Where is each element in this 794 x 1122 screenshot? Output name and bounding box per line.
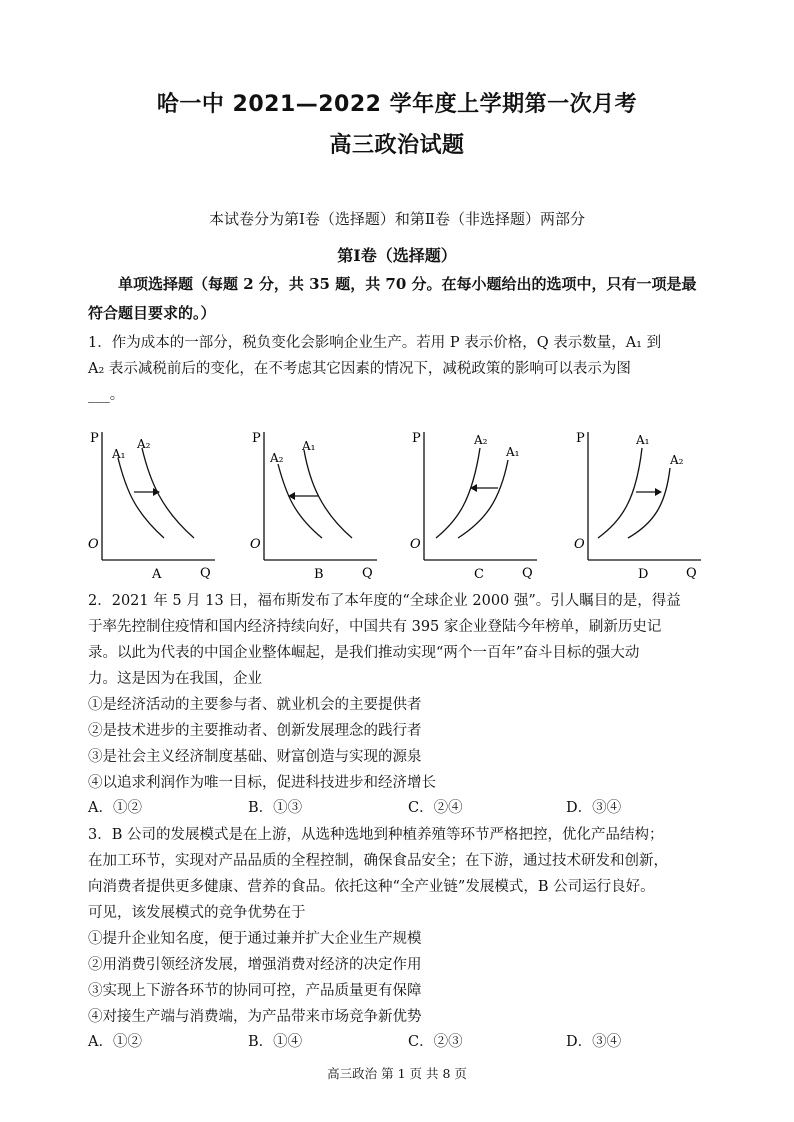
question-text: 向消费者提供更多健康、营养的食品。依托这种“全产业链”发展模式，B 公司运行良好。 bbox=[88, 879, 655, 895]
section-title: 第Ⅰ卷（选择题） bbox=[337, 246, 457, 265]
curve-left bbox=[118, 458, 164, 538]
statement: ②是技术进步的主要推动者、创新发展理念的践行者 bbox=[88, 723, 422, 739]
graph-label: C bbox=[474, 567, 484, 580]
graph-b-svg bbox=[242, 420, 382, 580]
option-b[interactable]: B．①④ bbox=[248, 1034, 303, 1050]
graph-d-svg bbox=[566, 420, 706, 580]
option-d[interactable]: D．③④ bbox=[566, 1034, 622, 1050]
question-3 bbox=[88, 822, 718, 1030]
graph-c bbox=[402, 420, 542, 580]
question-text: 3．B 公司的发展模式是在上游，从选种选地到种植养殖等环节严格把控，优化产品结构； bbox=[88, 827, 664, 843]
statement: ③实现上下游各环节的协同可控，产品质量更有保障 bbox=[88, 983, 422, 999]
option-b[interactable]: B．①③ bbox=[248, 800, 303, 816]
question-text: 在加工环节，实现对产品品质的全程控制，确保食品安全；在下游，通过技术研发和创新， bbox=[88, 853, 668, 869]
curve-right-label: A₁ bbox=[506, 445, 520, 459]
arrow-head bbox=[655, 488, 662, 496]
curve-left bbox=[278, 464, 322, 538]
statement: ①是经济活动的主要参与者、就业机会的主要提供者 bbox=[88, 697, 422, 713]
origin-label: O bbox=[88, 537, 99, 552]
axis-q-label: Q bbox=[522, 566, 533, 580]
curve-left bbox=[436, 448, 480, 538]
axis-q-label: Q bbox=[362, 566, 373, 580]
instruction-line: 符合题目要求的。） bbox=[88, 304, 216, 322]
curve-right bbox=[304, 450, 352, 538]
statement: ④以追求利润作为唯一目标，促进科技进步和经济增长 bbox=[88, 775, 436, 791]
curve-left bbox=[598, 448, 642, 538]
exam-subtitle: 高三政治试题 bbox=[329, 133, 465, 158]
question-1 bbox=[88, 330, 718, 408]
statement: ①提升企业知名度，便于通过兼并扩大企业生产规模 bbox=[88, 931, 422, 947]
axis-p-label: P bbox=[412, 431, 421, 446]
graph-d bbox=[566, 420, 706, 580]
axis-p-label: P bbox=[252, 431, 261, 446]
graph-a-svg bbox=[80, 420, 220, 580]
curve-right bbox=[458, 460, 508, 538]
graph-label: B bbox=[314, 567, 324, 580]
axis-p-label: P bbox=[576, 431, 585, 446]
curve-left-label: A₂ bbox=[474, 433, 488, 447]
q1-graphs bbox=[80, 420, 720, 580]
exam-intro: 本试卷分为第Ⅰ卷（选择题）和第Ⅱ卷（非选择题）两部分 bbox=[208, 210, 586, 228]
question-text: 2．2021 年 5 月 13 日，福布斯发布了本年度的“全球企业 2000 强”。引人瞩目的是，得益 bbox=[88, 593, 681, 609]
axis-p-label: P bbox=[90, 431, 99, 446]
origin-label: O bbox=[250, 537, 261, 552]
question-text: ___。 bbox=[88, 387, 125, 403]
question-text: 可见，该发展模式的竞争优势在于 bbox=[88, 905, 306, 921]
curve-left-label: A₁ bbox=[112, 447, 126, 461]
option-d[interactable]: D．③④ bbox=[566, 800, 622, 816]
graph-c-svg bbox=[402, 420, 542, 580]
exam-title: 哈一中 2021—2022 学年度上学期第一次月考 bbox=[156, 92, 638, 117]
statement: ③是社会主义经济制度基础、财富创造与实现的源泉 bbox=[88, 749, 422, 765]
graph-label: D bbox=[638, 567, 649, 580]
page-footer: 高三政治 第 1 页 共 8 页 bbox=[327, 1066, 467, 1081]
option-c[interactable]: C．②③ bbox=[408, 1034, 463, 1050]
statement: ④对接生产端与消费端，为产品带来市场竞争新优势 bbox=[88, 1009, 422, 1025]
question-text: 录。以此为代表的中国企业整体崛起，是我们推动实现“两个一百年”奋斗目标的强大动 bbox=[88, 645, 640, 661]
option-a[interactable]: A．①② bbox=[88, 1034, 142, 1050]
curve-right bbox=[628, 468, 670, 538]
arrow-head bbox=[288, 492, 295, 500]
statement: ②用消费引领经济发展，增强消费对经济的决定作用 bbox=[88, 957, 422, 973]
question-text: 1．作为成本的一部分，税负变化会影响企业生产。若用 P 表示价格，Q 表示数量，A₁ 到 bbox=[88, 335, 662, 351]
q2-options bbox=[88, 796, 718, 822]
curve-right-label: A₁ bbox=[302, 439, 316, 453]
question-text: 力。这是因为在我国，企业 bbox=[88, 671, 262, 687]
option-c[interactable]: C．②④ bbox=[408, 800, 463, 816]
question-2 bbox=[88, 588, 718, 796]
curve-right-label: A₂ bbox=[137, 437, 151, 451]
curve-left-label: A₂ bbox=[270, 451, 284, 465]
graph-label: A bbox=[152, 567, 162, 580]
q3-options bbox=[88, 1030, 718, 1056]
graph-a bbox=[80, 420, 220, 580]
axis-q-label: Q bbox=[686, 566, 697, 580]
instruction-line: 单项选择题（每题 2 分，共 35 题，共 70 分。在每小题给出的选项中，只有一项是最 bbox=[118, 275, 697, 293]
origin-label: O bbox=[410, 537, 421, 552]
question-text: 于率先控制住疫情和国内经济持续向好，中国共有 395 家企业登陆今年榜单，刷新历史记 bbox=[88, 619, 662, 635]
instructions bbox=[88, 270, 718, 328]
origin-label: O bbox=[574, 537, 585, 552]
question-text: A₂ 表示减税前后的变化，在不考虑其它因素的情况下，减税政策的影响可以表示为图 bbox=[88, 361, 631, 377]
curve-left-label: A₁ bbox=[636, 433, 650, 447]
curve-right-label: A₂ bbox=[670, 453, 684, 467]
graph-b bbox=[242, 420, 382, 580]
axis-q-label: Q bbox=[200, 566, 211, 580]
option-a[interactable]: A．①② bbox=[88, 800, 142, 816]
